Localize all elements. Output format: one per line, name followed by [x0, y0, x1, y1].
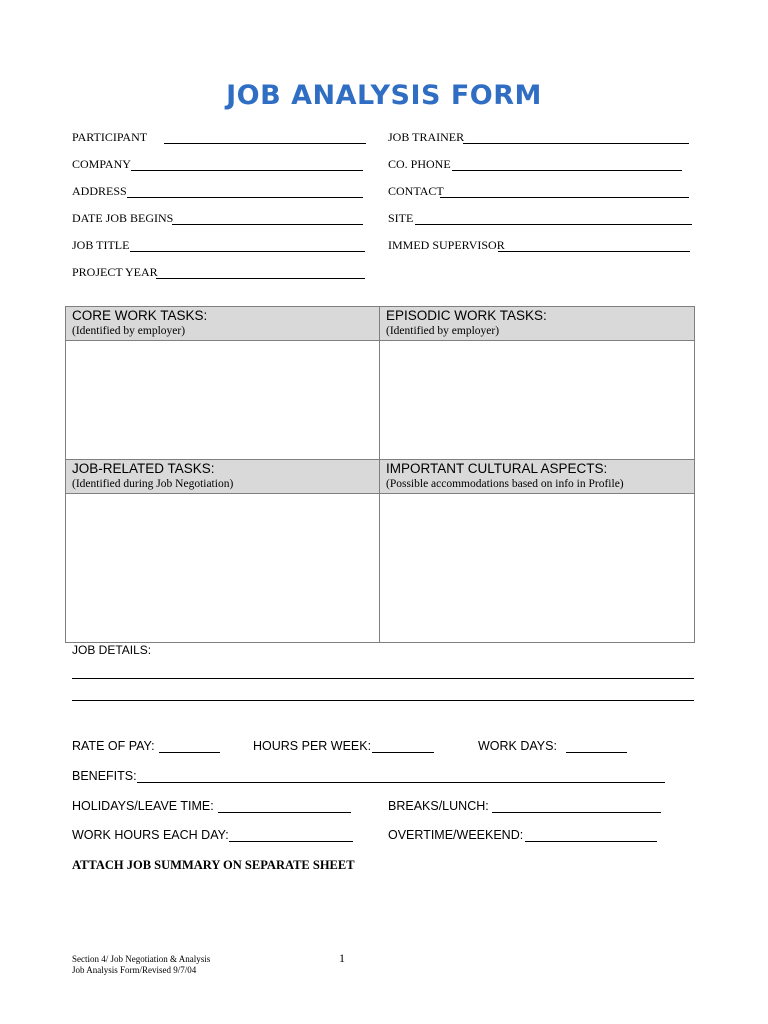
episodic-work-tasks-header [380, 307, 694, 341]
site-label: SITE [388, 211, 414, 225]
address-label: ADDRESS [72, 184, 127, 198]
job-title-label: JOB TITLE [72, 238, 130, 252]
participant-field[interactable] [72, 130, 147, 144]
job-title-field[interactable] [72, 238, 129, 252]
site-line [415, 224, 692, 225]
episodic-work-tasks-subtitle: (Identified by employer) [386, 325, 500, 337]
rate-of-pay-label: RATE OF PAY: [72, 739, 155, 753]
hours-per-week-label: HOURS PER WEEK: [253, 739, 372, 753]
contact-line [440, 197, 689, 198]
form-title: JOB ANALYSIS FORM [226, 80, 542, 111]
immed-supervisor-line [498, 251, 690, 252]
benefits-line[interactable] [137, 782, 665, 783]
breaks-lunch-line[interactable] [492, 812, 661, 813]
address-field[interactable] [72, 184, 127, 198]
co-phone-field[interactable] [388, 157, 451, 171]
contact-label: CONTACT [388, 184, 444, 198]
project-year-field[interactable] [72, 265, 158, 279]
job-details-line-2[interactable] [72, 700, 694, 701]
date-job-begins-field[interactable] [72, 211, 173, 225]
cultural-aspects-header [380, 460, 694, 494]
co-phone-line [452, 170, 682, 171]
job-trainer-field[interactable] [388, 130, 464, 144]
page-number: 1 [339, 951, 345, 965]
job-details-line-1[interactable] [72, 678, 694, 679]
project-year-line [156, 278, 365, 279]
work-hours-label: WORK HOURS EACH DAY: [72, 828, 229, 842]
benefits-label: BENEFITS: [72, 769, 137, 783]
core-work-tasks-area[interactable] [66, 341, 379, 459]
cultural-aspects-subtitle: (Possible accommodations based on info in Profile) [386, 478, 624, 490]
company-label: COMPANY [72, 157, 131, 171]
breaks-lunch-label: BREAKS/LUNCH: [388, 799, 489, 813]
participant-line [164, 143, 366, 144]
tasks-grid [65, 306, 695, 643]
core-work-tasks-subtitle: (Identified by employer) [72, 325, 186, 337]
job-related-tasks-title: JOB-RELATED TASKS: [72, 461, 215, 476]
episodic-work-tasks-title: EPISODIC WORK TASKS: [386, 308, 547, 323]
immed-supervisor-field[interactable] [388, 238, 505, 252]
work-hours-line[interactable] [229, 841, 353, 842]
co-phone-label: CO. PHONE [388, 157, 451, 171]
hours-per-week-line[interactable] [372, 752, 434, 753]
immed-supervisor-label: IMMED SUPERVISOR [388, 238, 505, 252]
participant-label: PARTICIPANT [72, 130, 148, 144]
attach-summary-note: ATTACH JOB SUMMARY ON SEPARATE SHEET [72, 858, 355, 872]
contact-field[interactable] [388, 184, 444, 198]
core-work-tasks-title: CORE WORK TASKS: [72, 308, 208, 323]
work-days-label: WORK DAYS: [478, 739, 557, 753]
holidays-leave-label: HOLIDAYS/LEAVE TIME: [72, 799, 214, 813]
job-related-tasks-area[interactable] [66, 494, 379, 642]
holidays-leave-line[interactable] [218, 812, 351, 813]
cultural-aspects-title: IMPORTANT CULTURAL ASPECTS: [386, 461, 608, 476]
company-field[interactable] [72, 157, 131, 171]
date-job-begins-line [172, 224, 363, 225]
job-trainer-label: JOB TRAINER [388, 130, 465, 144]
project-year-label: PROJECT YEAR [72, 265, 158, 279]
work-days-line[interactable] [566, 752, 627, 753]
grid-column-divider [379, 307, 380, 642]
footer-line-1: Section 4/ Job Negotiation & Analysis [72, 954, 211, 964]
core-work-tasks-header [66, 307, 379, 341]
episodic-work-tasks-area[interactable] [380, 341, 694, 459]
date-job-begins-label: DATE JOB BEGINS [72, 211, 174, 225]
company-line [131, 170, 363, 171]
job-trainer-line [463, 143, 689, 144]
footer-text [72, 954, 210, 976]
cultural-aspects-area[interactable] [380, 494, 694, 642]
job-title-line [130, 251, 365, 252]
job-related-tasks-header [66, 460, 379, 494]
job-details-label: JOB DETAILS: [72, 643, 152, 657]
site-field[interactable] [388, 211, 413, 225]
job-related-tasks-subtitle: (Identified during Job Negotiation) [72, 478, 234, 490]
overtime-weekend-label: OVERTIME/WEEKEND: [388, 828, 524, 842]
overtime-weekend-line[interactable] [525, 841, 657, 842]
rate-of-pay-line[interactable] [159, 752, 220, 753]
address-line [127, 197, 363, 198]
footer-line-2: Job Analysis Form/Revised 9/7/04 [72, 965, 197, 975]
